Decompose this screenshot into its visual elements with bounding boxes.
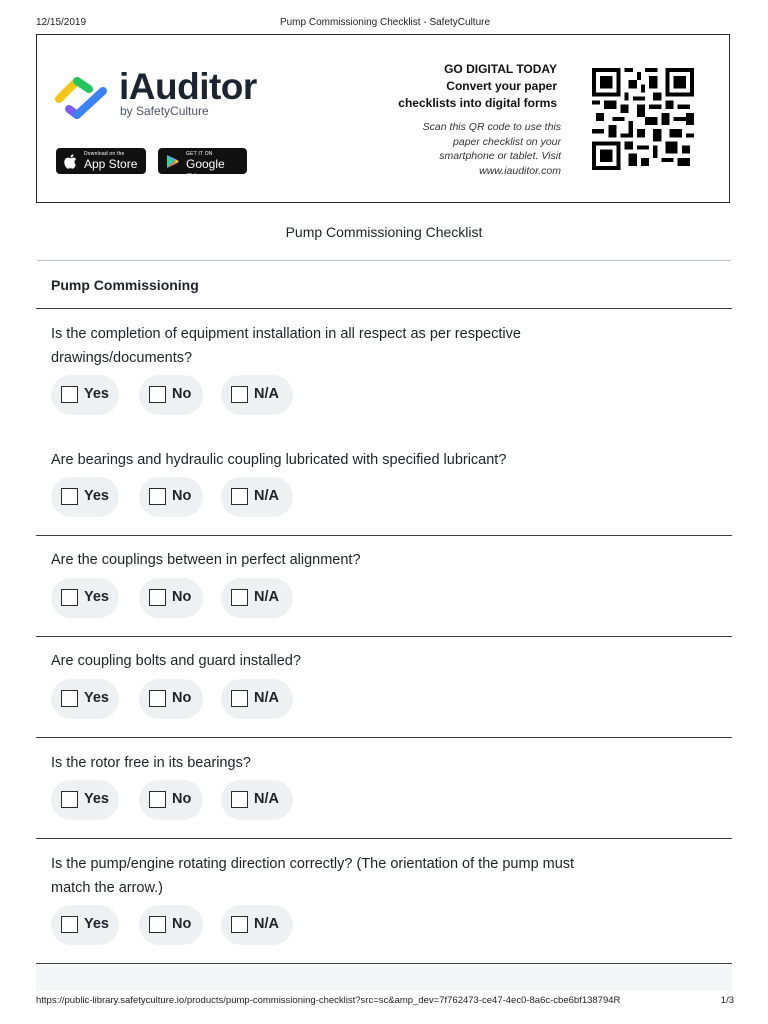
checkbox[interactable] xyxy=(149,791,166,808)
option-na[interactable] xyxy=(221,905,293,945)
option-na[interactable] xyxy=(221,477,293,517)
question-divider xyxy=(36,838,732,839)
question-text: Is the completion of equipment installation in all respect as per respective drawings/documents? xyxy=(51,326,521,366)
go-digital-text xyxy=(398,61,557,112)
question-text: Are the couplings between in perfect alignment? xyxy=(51,552,361,568)
question-divider xyxy=(36,636,732,637)
option-label: N/A xyxy=(254,690,279,706)
option-yes[interactable] xyxy=(51,578,119,618)
option-label: Yes xyxy=(84,690,109,706)
checkbox[interactable] xyxy=(61,488,78,505)
option-yes[interactable] xyxy=(51,375,119,415)
go-digital-line: GO DIGITAL TODAY xyxy=(444,62,557,76)
option-label: No xyxy=(172,488,192,504)
scan-line[interactable]: www.iauditor.com xyxy=(479,164,561,177)
question-divider xyxy=(36,535,732,536)
print-footer xyxy=(36,995,734,1009)
checkbox[interactable] xyxy=(231,488,248,505)
scan-line: paper checklist on your xyxy=(453,135,561,148)
checkbox[interactable] xyxy=(149,690,166,707)
option-no[interactable] xyxy=(139,905,203,945)
go-digital-line: checklists into digital forms xyxy=(398,96,557,110)
option-label: No xyxy=(172,386,192,402)
app-store-label: App Store xyxy=(84,157,138,171)
checkbox[interactable] xyxy=(61,690,78,707)
qr-code-icon[interactable] xyxy=(592,68,694,170)
option-no[interactable] xyxy=(139,679,203,719)
checkbox[interactable] xyxy=(231,386,248,403)
checkbox[interactable] xyxy=(149,386,166,403)
option-no[interactable] xyxy=(139,375,203,415)
checkbox[interactable] xyxy=(231,916,248,933)
checkbox[interactable] xyxy=(149,916,166,933)
google-play-small: GET IT ON xyxy=(186,151,213,157)
scan-instructions xyxy=(401,120,561,178)
apple-icon xyxy=(64,154,78,169)
app-store-badge[interactable] xyxy=(56,148,146,174)
option-label: N/A xyxy=(254,386,279,402)
google-play-label: Google Play xyxy=(186,157,225,185)
logo-subtitle: by SafetyCulture xyxy=(120,104,209,118)
option-label: N/A xyxy=(254,916,279,932)
footer-url[interactable]: https://public-library.safetyculture.io/products/pump-commissioning-checklist?src=sc&amp_dev=7f762473-ce47-4ec0-8a6c-cbe6bf138794R xyxy=(36,995,621,1006)
option-yes[interactable] xyxy=(51,905,119,945)
option-label: No xyxy=(172,589,192,605)
option-na[interactable] xyxy=(221,375,293,415)
option-na[interactable] xyxy=(221,780,293,820)
question-divider xyxy=(36,737,732,738)
option-label: No xyxy=(172,690,192,706)
checkbox[interactable] xyxy=(61,386,78,403)
checkbox[interactable] xyxy=(61,916,78,933)
section-divider xyxy=(36,308,732,309)
checklist-title: Pump Commissioning Checklist xyxy=(285,224,483,240)
option-yes[interactable] xyxy=(51,780,119,820)
option-label: Yes xyxy=(84,589,109,605)
checkbox[interactable] xyxy=(231,791,248,808)
card-top-edge xyxy=(36,258,732,261)
iauditor-logo-icon xyxy=(55,69,109,121)
checkbox[interactable] xyxy=(231,589,248,606)
question-text: Are coupling bolts and guard installed? xyxy=(51,653,301,669)
section-title: Pump Commissioning xyxy=(51,277,199,293)
checkbox[interactable] xyxy=(61,791,78,808)
option-no[interactable] xyxy=(139,477,203,517)
promo-banner xyxy=(36,34,730,203)
option-na[interactable] xyxy=(221,679,293,719)
print-date: 12/15/2019 xyxy=(36,17,87,28)
logo-wordmark: iAuditor xyxy=(119,66,257,107)
checkbox[interactable] xyxy=(231,690,248,707)
option-no[interactable] xyxy=(139,578,203,618)
google-play-badge[interactable] xyxy=(158,148,247,185)
print-title: Pump Commissioning Checklist - SafetyCulture xyxy=(279,17,491,28)
option-label: Yes xyxy=(84,916,109,932)
question-text: Is the rotor free in its bearings? xyxy=(51,755,251,771)
option-no[interactable] xyxy=(139,780,203,820)
option-label: Yes xyxy=(84,386,109,402)
print-header xyxy=(36,17,734,31)
option-label: No xyxy=(172,916,192,932)
scan-line: smartphone or tablet. Visit xyxy=(439,150,561,162)
option-label: Yes xyxy=(84,488,109,504)
option-yes[interactable] xyxy=(51,679,119,719)
option-yes[interactable] xyxy=(51,477,119,517)
page-number: 1/3 xyxy=(720,995,734,1006)
google-play-icon xyxy=(166,154,180,169)
option-label: N/A xyxy=(254,488,279,504)
app-store-small: Download on the xyxy=(84,151,125,157)
question-text: Are bearings and hydraulic coupling lubricated with specified lubricant? xyxy=(51,452,507,468)
option-label: No xyxy=(172,791,192,807)
option-label: N/A xyxy=(254,791,279,807)
checkbox[interactable] xyxy=(149,488,166,505)
option-label: Yes xyxy=(84,791,109,807)
question-divider xyxy=(36,963,732,964)
next-section-strip xyxy=(36,965,732,991)
checkbox[interactable] xyxy=(61,589,78,606)
checkbox[interactable] xyxy=(149,589,166,606)
scan-line: Scan this QR code to use this xyxy=(422,121,561,133)
option-na[interactable] xyxy=(221,578,293,618)
go-digital-line: Convert your paper xyxy=(446,79,557,93)
option-label: N/A xyxy=(254,589,279,605)
question-text: Is the pump/engine rotating direction correctly? (The orientation of the pump must match the arrow.) xyxy=(51,856,575,896)
